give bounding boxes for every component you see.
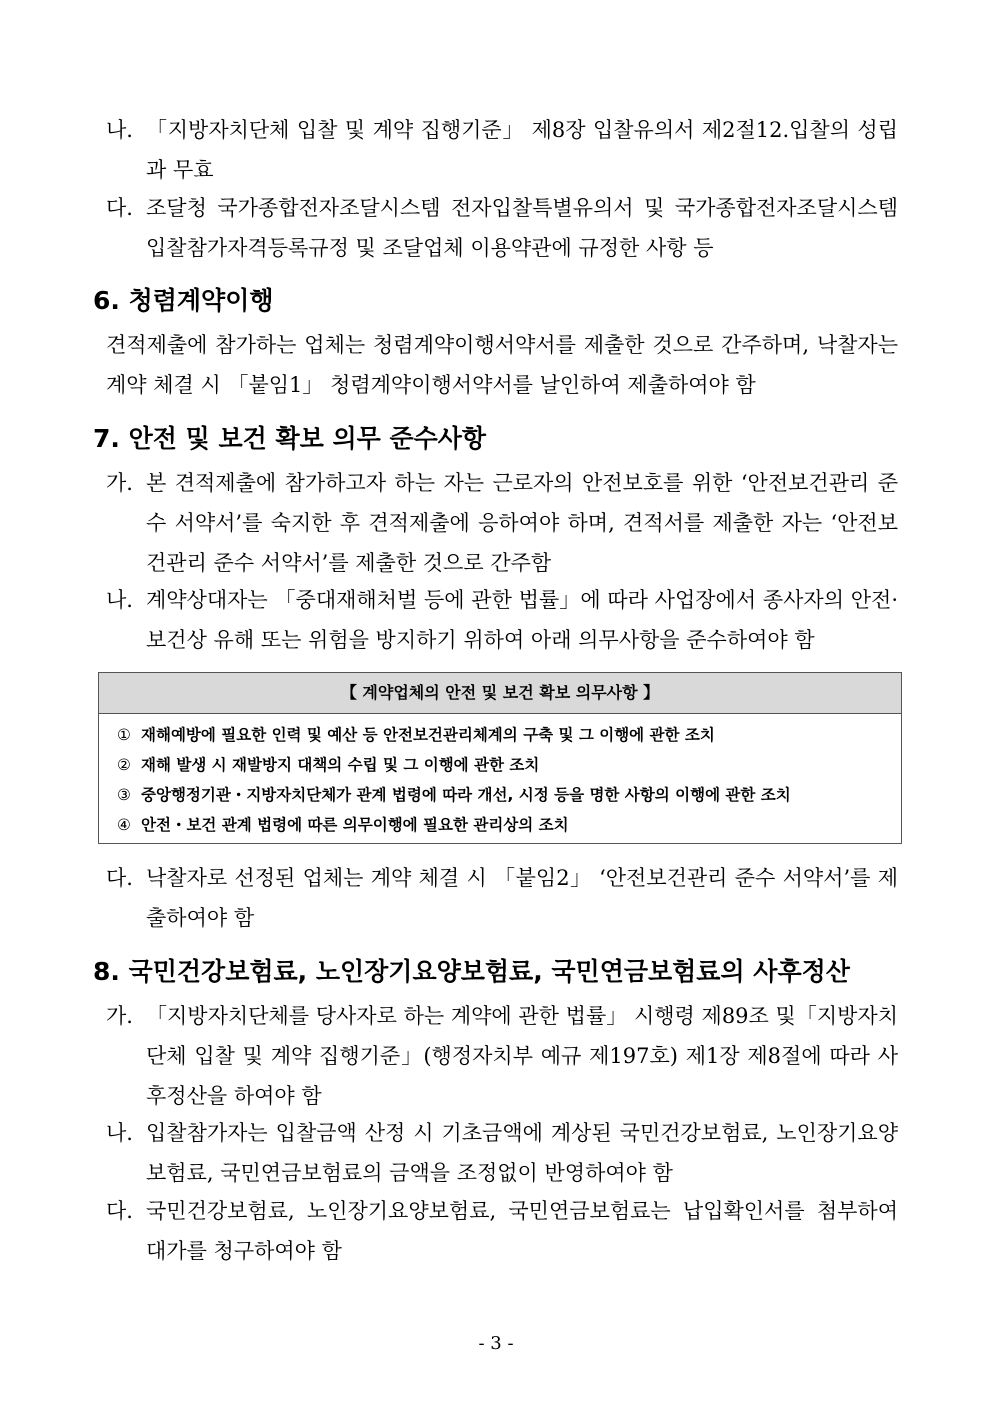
duty-text: 재해예방에 필요한 인력 및 예산 등 안전보건관리체계의 구축 및 그 이행에 관한 조치 [141, 726, 715, 744]
duty-box [98, 672, 902, 844]
list-marker: 나. [106, 1121, 133, 1145]
list-text: 조달청 국가종합전자조달시스템 전자입찰특별유의서 및 국가종합전자조달시스템 입찰참가자격등록규정 및 조달업체 이용약관에 규정한 사항 등 [146, 196, 898, 260]
list-text: 본 견적제출에 참가하고자 하는 자는 근로자의 안전보호를 위한 ‘안전보건관리 준수 서약서’를 숙지한 후 견적제출에 응하여야 하며, 견적서를 제출한 자는 ‘안전보건관리 준수 서약서’를 제출한 것으로 간주함 [146, 471, 898, 575]
list-marker: 가. [106, 1004, 133, 1028]
section-heading: 7. 안전 및 보건 확보 의무 준수사항 [93, 424, 487, 453]
duty-number: ① [117, 726, 131, 744]
list-marker: 나. [106, 118, 133, 142]
duty-number: ② [117, 756, 131, 774]
list-item [106, 996, 898, 1116]
duty-box-title: 【 계약업체의 안전 및 보건 확보 의무사항 】 [99, 673, 901, 714]
list-text: 입찰참가자는 입찰금액 산정 시 기초금액에 계상된 국민건강보험료, 노인장기요양보험료, 국민연금보험료의 금액을 조정없이 반영하여야 함 [146, 1121, 898, 1185]
duty-item [117, 780, 901, 810]
list-item [106, 858, 898, 938]
section-heading: 6. 청렴계약이행 [93, 286, 274, 315]
duty-item [117, 810, 901, 840]
duty-number: ④ [117, 816, 131, 834]
page-number: - 3 - [478, 1333, 514, 1354]
list-text: 국민건강보험료, 노인장기요양보험료, 국민연금보험료는 납입확인서를 첨부하여 대가를 청구하여야 함 [146, 1199, 898, 1263]
list-text: 낙찰자로 선정된 업체는 계약 체결 시 「붙임2」 ‘안전보건관리 준수 서약서’를 제출하여야 함 [146, 866, 898, 930]
list-item [106, 580, 898, 660]
duty-number: ③ [117, 786, 131, 804]
section-heading: 8. 국민건강보험료, 노인장기요양보험료, 국민연금보험료의 사후정산 [93, 957, 850, 986]
duty-text: 중앙행정기관・지방자치단체가 관계 법령에 따라 개선, 시정 등을 명한 사항의 이행에 관한 조치 [141, 786, 791, 804]
list-item [106, 1191, 898, 1271]
list-text: 「지방자치단체를 당사자로 하는 계약에 관한 법률」 시행령 제89조 및「지방자치단체 입찰 및 계약 집행기준」(행정자치부 예규 제197호) 제1장 제8절에 따라 사후정산을 하여야 함 [146, 1004, 898, 1108]
list-marker: 다. [106, 1199, 133, 1223]
list-marker: 다. [106, 866, 133, 890]
list-item [106, 463, 898, 583]
list-marker: 다. [106, 196, 133, 220]
list-item [106, 188, 898, 268]
duty-text: 재해 발생 시 재발방지 대책의 수립 및 그 이행에 관한 조치 [141, 756, 540, 774]
duty-list [99, 714, 901, 840]
list-text: 「지방자치단체 입찰 및 계약 집행기준」 제8장 입찰유의서 제2절12.입찰의 성립과 무효 [146, 118, 899, 182]
list-text: 계약상대자는 「중대재해처벌 등에 관한 법률」에 따라 사업장에서 종사자의 안전·보건상 유해 또는 위험을 방지하기 위하여 아래 의무사항을 준수하여야 함 [146, 588, 898, 652]
section-paragraph: 견적제출에 참가하는 업체는 청렴계약이행서약서를 제출한 것으로 간주하며, 낙찰자는 계약 체결 시 「붙임1」 청렴계약이행서약서를 날인하여 제출하여야 함 [106, 333, 898, 397]
duty-text: 안전・보건 관계 법령에 따른 의무이행에 필요한 관리상의 조치 [141, 816, 569, 834]
list-item [106, 110, 898, 190]
list-marker: 나. [106, 588, 133, 612]
duty-item [117, 720, 901, 750]
duty-item [117, 750, 901, 780]
list-item [106, 1113, 898, 1193]
list-marker: 가. [106, 471, 133, 495]
